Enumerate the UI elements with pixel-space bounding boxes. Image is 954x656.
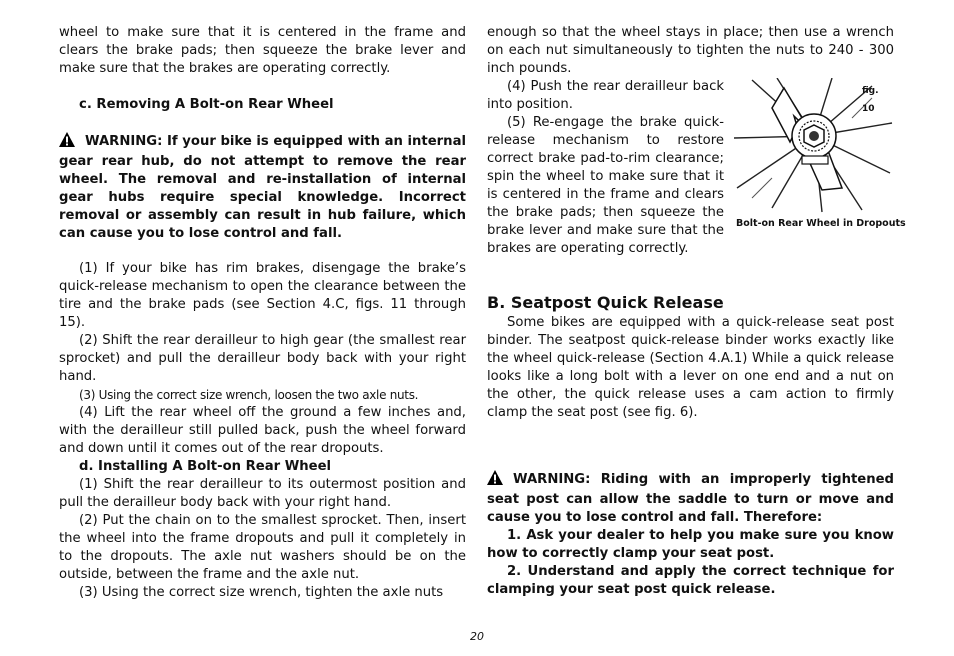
warning-icon: [59, 132, 75, 153]
removal-step-4: (4) Lift the rear wheel off the ground a few inches and, with the derailleur still pulled back, push the wheel forward and down until it comes out of the rear dropouts.: [59, 405, 466, 456]
warning-text: WARNING: If your bike is equipped with an internal gear rear hub, do not attempt to remove the rear wheel. The removal and re-installation of internal gear hubs require special knowledge. Incorrect removal or assembly can result in hub failure, which can cause you to lose control and fall.: [59, 134, 466, 241]
warning-seatpost-text: WARNING: Riding with an improperly tightened seat post can allow the saddle to turn or move and cause you to lose control and fall. Therefore:: [487, 472, 894, 525]
paragraph-continuation: wheel to make sure that it is centered in the frame and clears the brake pads; then squeeze the brake lever and make sure that the brakes are operating correctly.: [59, 25, 466, 76]
removal-step-2: (2) Shift the rear derailleur to high gear (the smallest rear sprocket) and pull the derailleur body back with your right hand.: [59, 333, 466, 384]
right-column: [487, 24, 906, 599]
warning-icon: [487, 470, 503, 491]
section-b-title: B. Seatpost Quick Release: [487, 293, 724, 312]
warning-item-1: 1. Ask your dealer to help you make sure you know how to correctly clamp your seat post.: [487, 528, 894, 561]
section-b-text: Some bikes are equipped with a quick-release seat post binder. The seatpost quick-release binder works exactly like the wheel quick-release (Section 4.A.1) While a quick release looks like a long bolt with a lever on one end and a nut on the other, the quick release uses a cam action to firmly clamp the seat post (see fig. 6).: [487, 315, 894, 420]
warning-internal-gear-hub: [59, 132, 466, 243]
warning-seatpost: [487, 470, 894, 527]
step-5-reengage-brake: (5) Re-engage the brake quick-release mechanism to restore correct brake pad-to-rim clearance; spin the wheel to make sure that it is centered in the frame and clears the brake pads; then squeeze the brake lever and make sure that the brakes are operating correctly.: [487, 115, 724, 256]
heading-removing-bolt-on-wheel: c. Removing A Bolt-on Rear Wheel: [79, 97, 334, 112]
install-step-3: (3) Using the correct size wrench, tighten the axle nuts: [79, 585, 444, 600]
left-column: [59, 24, 466, 602]
figure-label: fig. 10: [862, 86, 879, 114]
figure-caption: Bolt-on Rear Wheel in Dropouts: [736, 218, 906, 229]
removal-step-1: (1) If your bike has rim brakes, disengage the brake’s quick-release mechanism to open the clearance between the tire and the brake pads (see Section 4.C, figs. 11 through 15).: [59, 261, 466, 330]
install-step-1: (1) Shift the rear derailleur to its outermost position and pull the derailleur body back with your right hand.: [59, 477, 466, 510]
step-4-push-derailleur: (4) Push the rear derailleur back into position.: [487, 79, 724, 112]
paragraph-continuation-right: enough so that the wheel stays in place; then use a wrench on each nut simultaneously to tighten the nuts to 240 - 300 inch pounds.: [487, 25, 894, 76]
figure-10: [732, 78, 906, 238]
removal-step-3: (3) Using the correct size wrench, loosen the two axle nuts.: [79, 388, 419, 402]
install-step-2: (2) Put the chain on to the smallest sprocket. Then, insert the wheel into the frame dropouts and pull it completely in to the dropouts. The axle nut washers should be on the outside, between the frame and the axle nut.: [59, 513, 466, 582]
page-number: 20: [470, 630, 484, 643]
heading-installing-bolt-on-wheel: d. Installing A Bolt-on Rear Wheel: [79, 459, 332, 474]
warning-item-2: 2. Understand and apply the correct technique for clamping your seat post quick release.: [487, 564, 894, 597]
